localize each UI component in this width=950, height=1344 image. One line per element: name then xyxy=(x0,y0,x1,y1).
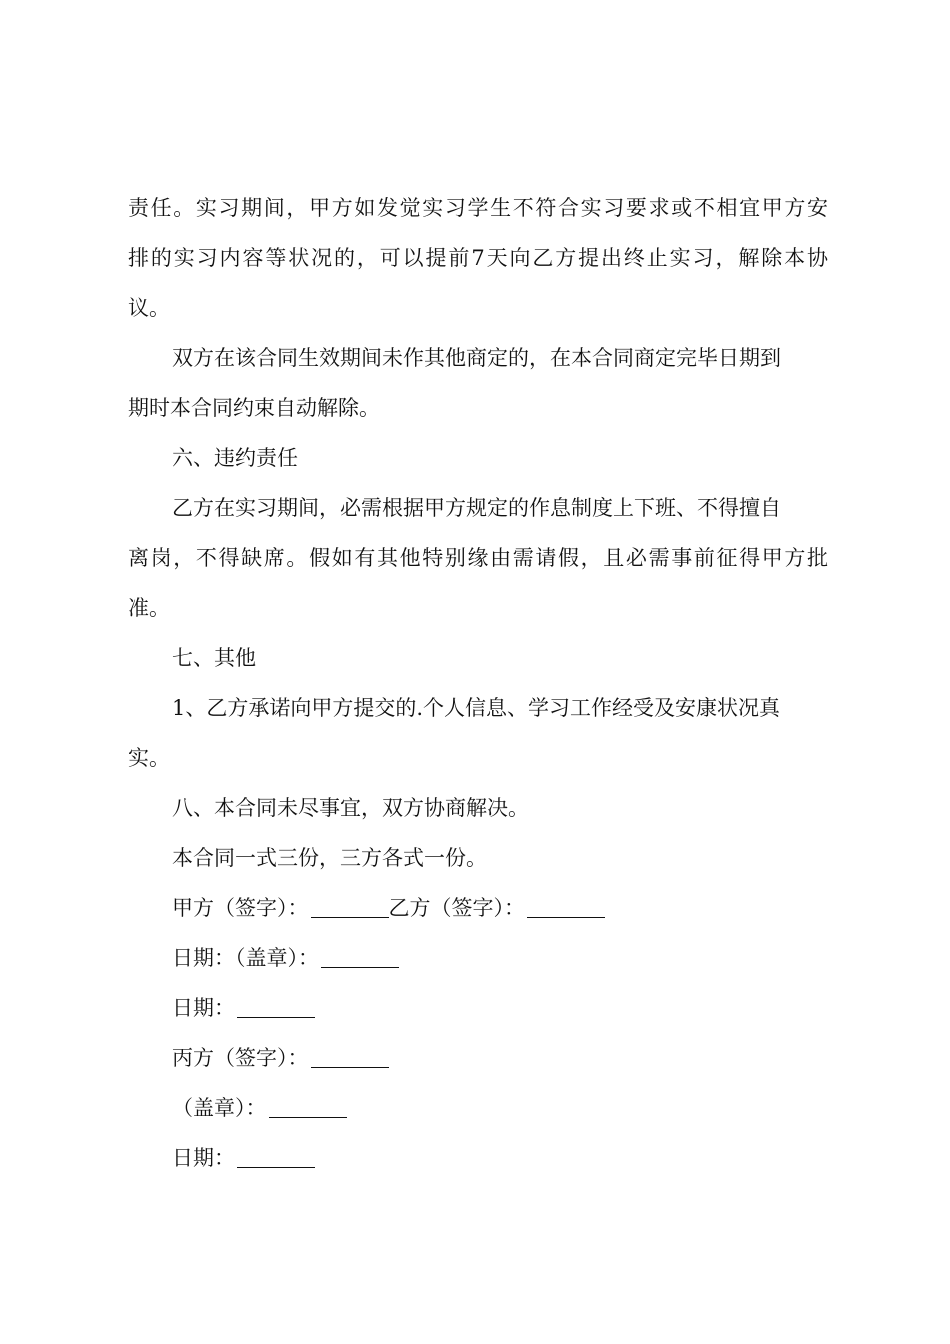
text-line-8: 离岗，不得缺席。假如有其他特别缘由需请假，且必需事前征得甲方批 xyxy=(128,546,828,570)
party-a-signature-blank[interactable] xyxy=(311,895,389,918)
signature-row-parties-ab xyxy=(128,883,828,933)
text-line-12: 实。 xyxy=(128,746,170,770)
text-line-14: 本合同一式三份，三方各式一份。 xyxy=(172,846,487,870)
date-1-label: 日期： xyxy=(172,996,235,1020)
party-c-label: 丙方（签字）： xyxy=(172,1046,309,1070)
text-line-4: 双方在该合同生效期间未作其他商定的，在本合同商定完毕日期到 xyxy=(172,346,781,370)
text-line-3: 议。 xyxy=(128,296,170,320)
seal-blank[interactable] xyxy=(269,1095,347,1118)
signature-row-date-1 xyxy=(128,983,828,1033)
section-heading-other: 七、其他 xyxy=(172,646,256,670)
party-b-label: 乙方（签字）： xyxy=(388,896,525,920)
party-b-signature-blank[interactable] xyxy=(527,895,605,918)
signature-row-seal xyxy=(128,1083,828,1133)
party-a-label: 甲方（签字）： xyxy=(172,896,309,920)
date-seal-label: 日期：（盖章）： xyxy=(172,946,319,970)
text-line-11: 1、乙方承诺向甲方提交的.个人信息、学习工作经受及安康状况真 xyxy=(172,696,781,720)
text-line-5: 期时本合同约束自动解除。 xyxy=(128,396,380,420)
seal-label: （盖章）： xyxy=(172,1096,267,1120)
signature-row-date-seal xyxy=(128,933,828,983)
date-2-label: 日期： xyxy=(172,1146,235,1170)
text-line-13: 八、本合同未尽事宜，双方协商解决。 xyxy=(172,796,529,820)
signature-row-party-c xyxy=(128,1033,828,1083)
text-line-1: 责任。实习期间，甲方如发觉实习学生不符合实习要求或不相宜甲方安 xyxy=(128,196,828,220)
party-c-signature-blank[interactable] xyxy=(311,1045,389,1068)
text-line-7: 乙方在实习期间，必需根据甲方规定的作息制度上下班、不得擅自 xyxy=(172,496,781,520)
date-seal-blank[interactable] xyxy=(321,945,399,968)
section-heading-breach: 六、违约责任 xyxy=(172,446,298,470)
date-2-blank[interactable] xyxy=(237,1145,315,1168)
text-line-9: 准。 xyxy=(128,596,170,620)
contract-text xyxy=(128,183,828,1183)
signature-row-date-2 xyxy=(128,1133,828,1183)
text-line-2: 排的实习内容等状况的，可以提前7天向乙方提出终止实习，解除本协 xyxy=(128,246,828,270)
date-1-blank[interactable] xyxy=(237,995,315,1018)
